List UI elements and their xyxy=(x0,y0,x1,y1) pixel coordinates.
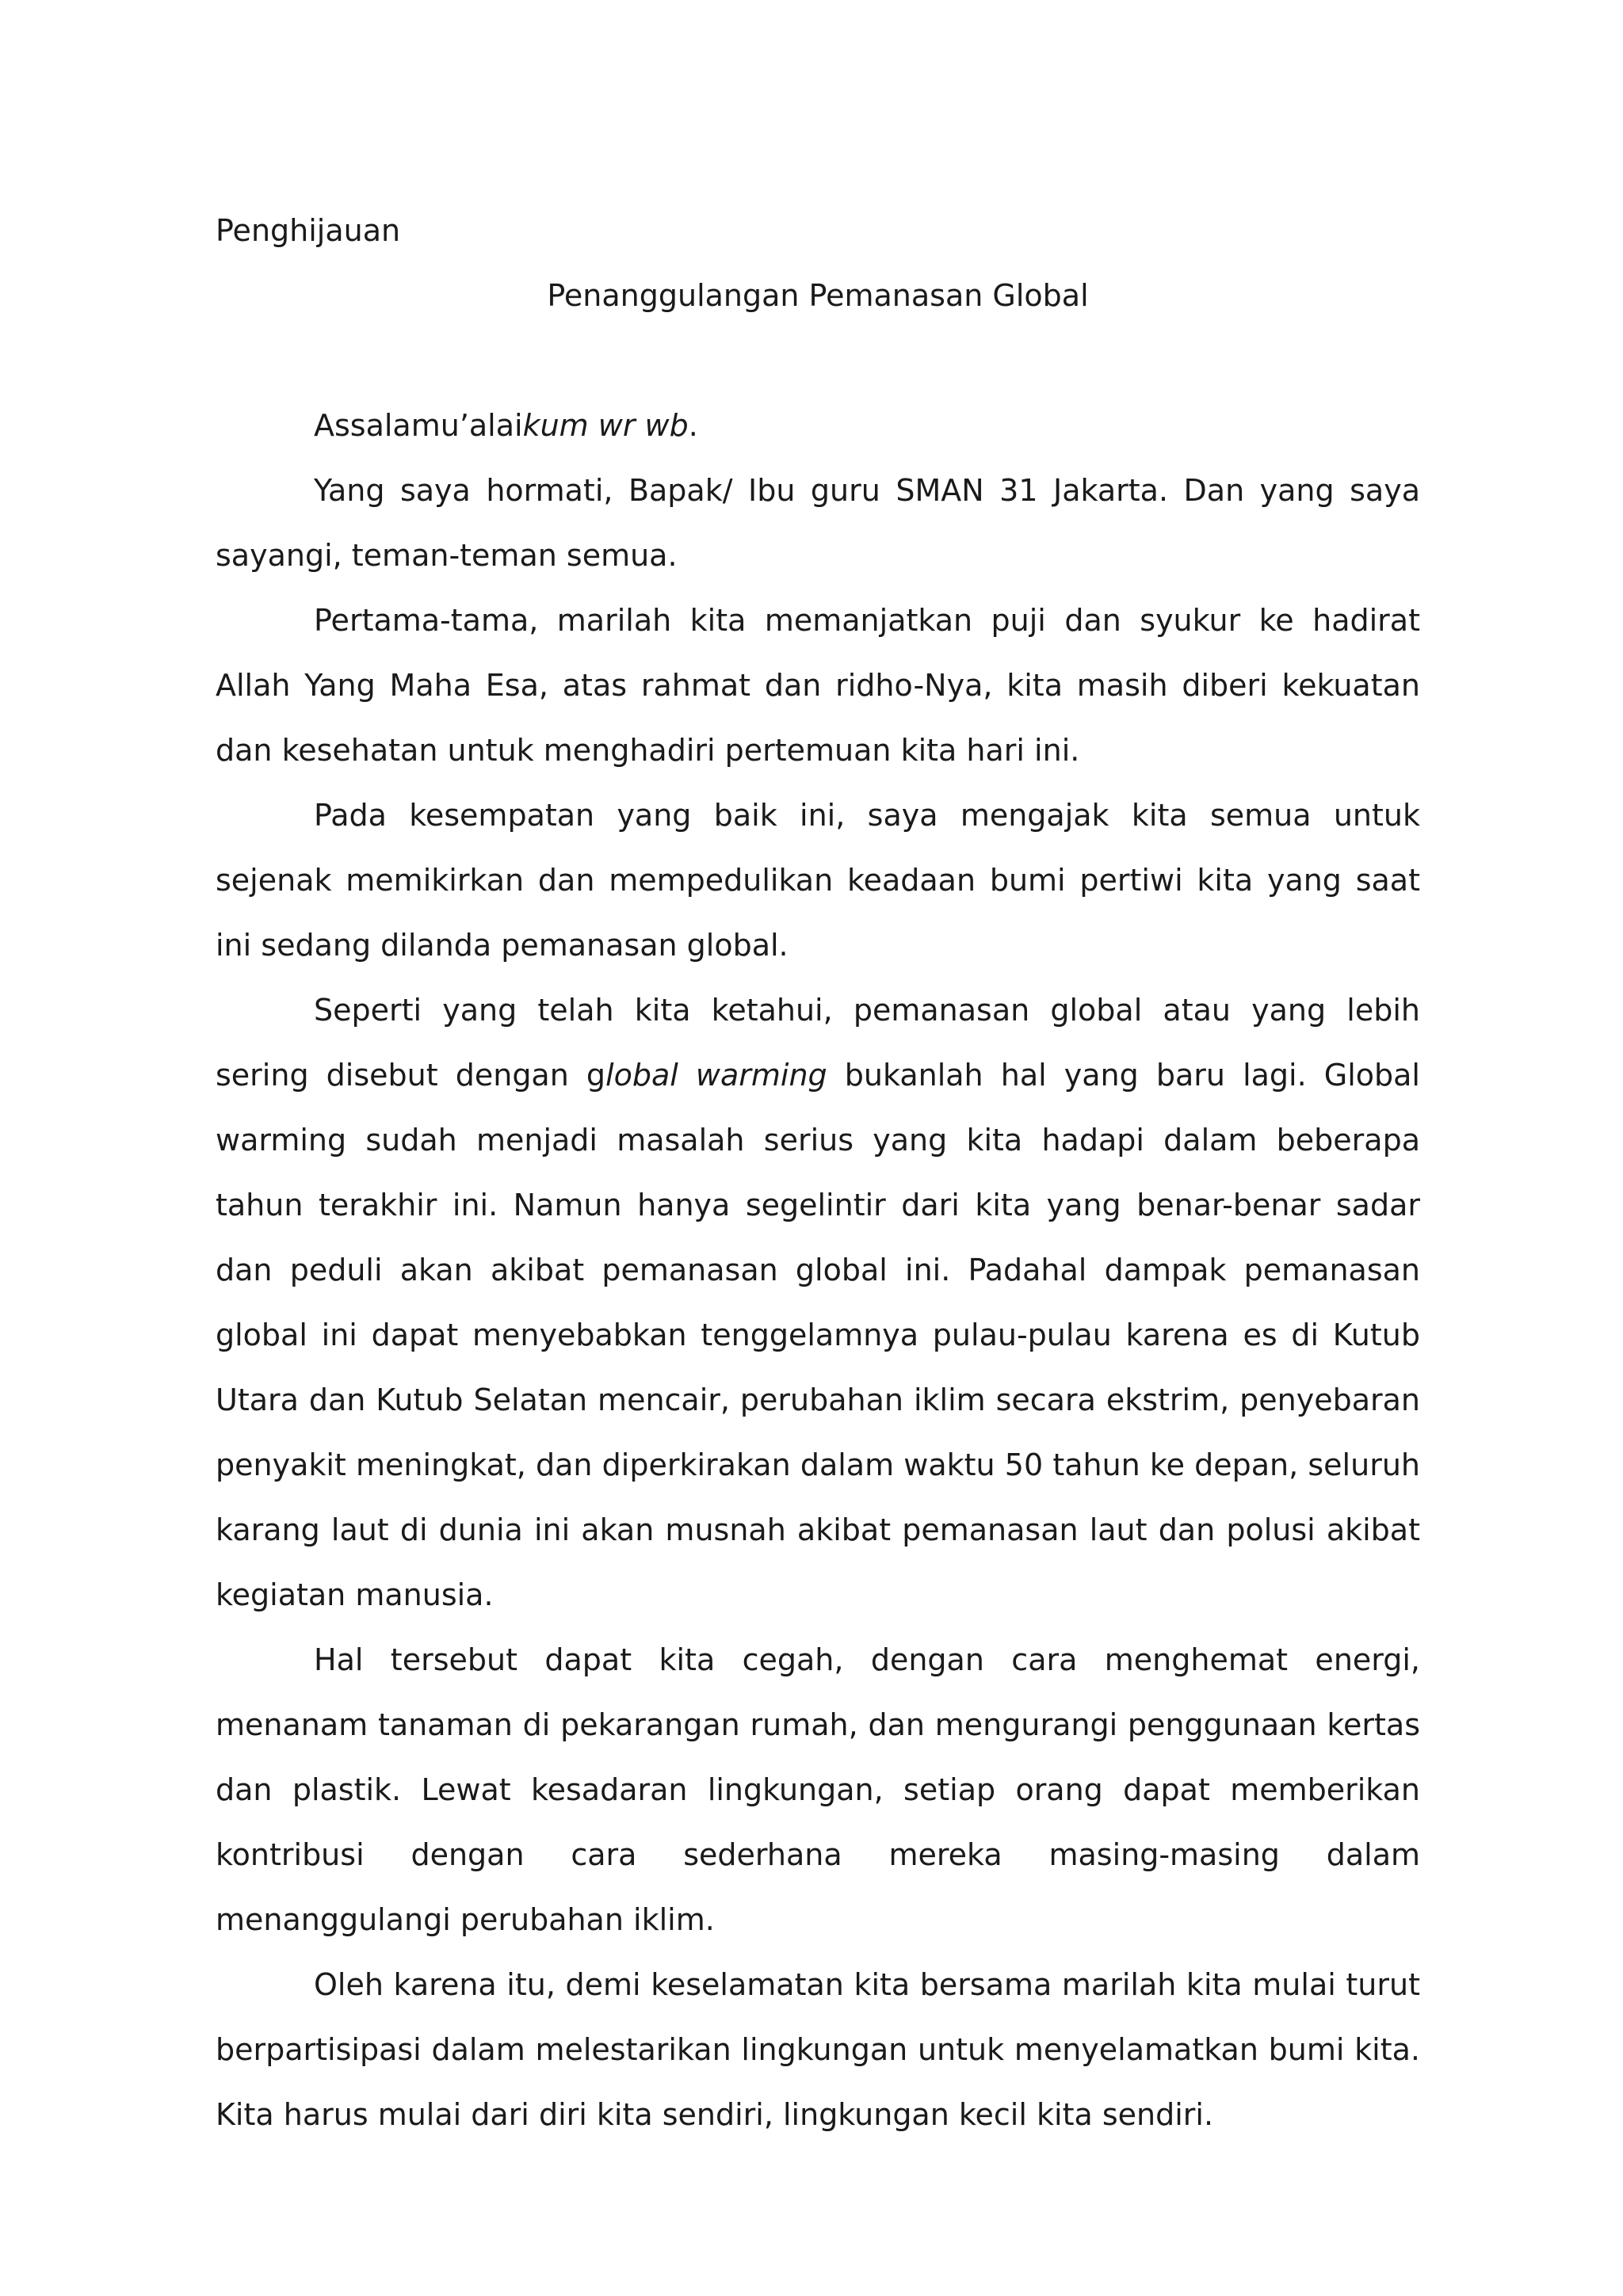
greeting-line xyxy=(216,393,1420,458)
paragraph-gratitude: Pertama-tama, marilah kita memanjatkan puji dan syukur ke hadirat Allah Yang Maha Esa, atas rahmat dan ridho-Nya, kita masih diberi kekuatan dan kesehatan untuk menghadiri pertemuan kita hari ini. xyxy=(216,603,1420,768)
warming-text-before: Seperti yang telah kita ketahui, pemanasan global atau yang lebih sering disebut dengan g xyxy=(216,993,1420,1093)
paragraph-closing: Oleh karena itu, demi keselamatan kita bersama marilah kita mulai turut berpartisipasi dalam melestarikan lingkungan untuk menyelamatkan bumi kita. Kita harus mulai dari diri kita sendiri, lingkungan kecil kita sendiri. xyxy=(216,1967,1420,2132)
warming-text-italic: lobal warming xyxy=(605,1058,827,1093)
document-title: Penanggulangan Pemanasan Global xyxy=(547,278,1089,313)
paragraph-salutation: Yang saya hormati, Bapak/ Ibu guru SMAN 31 Jakarta. Dan yang saya sayangi, teman-teman semua. xyxy=(216,473,1420,573)
document-topic: Penghijauan xyxy=(216,213,401,248)
greeting-end: . xyxy=(688,408,698,443)
document-body xyxy=(216,198,1420,2147)
paragraph-invitation: Pada kesempatan yang baik ini, saya mengajak kita semua untuk sejenak memikirkan dan mempedulikan keadaan bumi pertiwi kita yang saat ini sedang dilanda pemanasan global. xyxy=(216,798,1420,963)
paragraph-prevention: Hal tersebut dapat kita cegah, dengan cara menghemat energi, menanam tanaman di pekarangan rumah, dan mengurangi penggunaan kertas dan plastik. Lewat kesadaran lingkungan, setiap orang dapat memberikan kontribusi dengan cara sederhana mereka masing-masing dalam menanggulangi perubahan iklim. xyxy=(216,1642,1420,1937)
greeting-italic: kum wr wb xyxy=(522,408,689,443)
warming-text-after: bukanlah hal yang baru lagi. Global warming sudah menjadi masalah serius yang kita hadapi dalam beberapa tahun terakhir ini. Namun hanya segelintir dari kita yang benar-benar sadar dan peduli akan akibat pemanasan global ini. Padahal dampak pemanasan global ini dapat menyebabkan tenggelamnya pulau-pulau karena es di Kutub Utara dan Kutub Selatan mencair, perubahan iklim secara ekstrim, penyebaran penyakit meningkat, dan diperkirakan dalam waktu 50 tahun ke depan, seluruh karang laut di dunia ini akan musnah akibat pemanasan laut dan polusi akibat kegiatan manusia. xyxy=(216,1058,1420,1612)
paragraph-global-warming xyxy=(216,978,1420,1627)
greeting-plain: Assalamu’alai xyxy=(314,408,523,443)
